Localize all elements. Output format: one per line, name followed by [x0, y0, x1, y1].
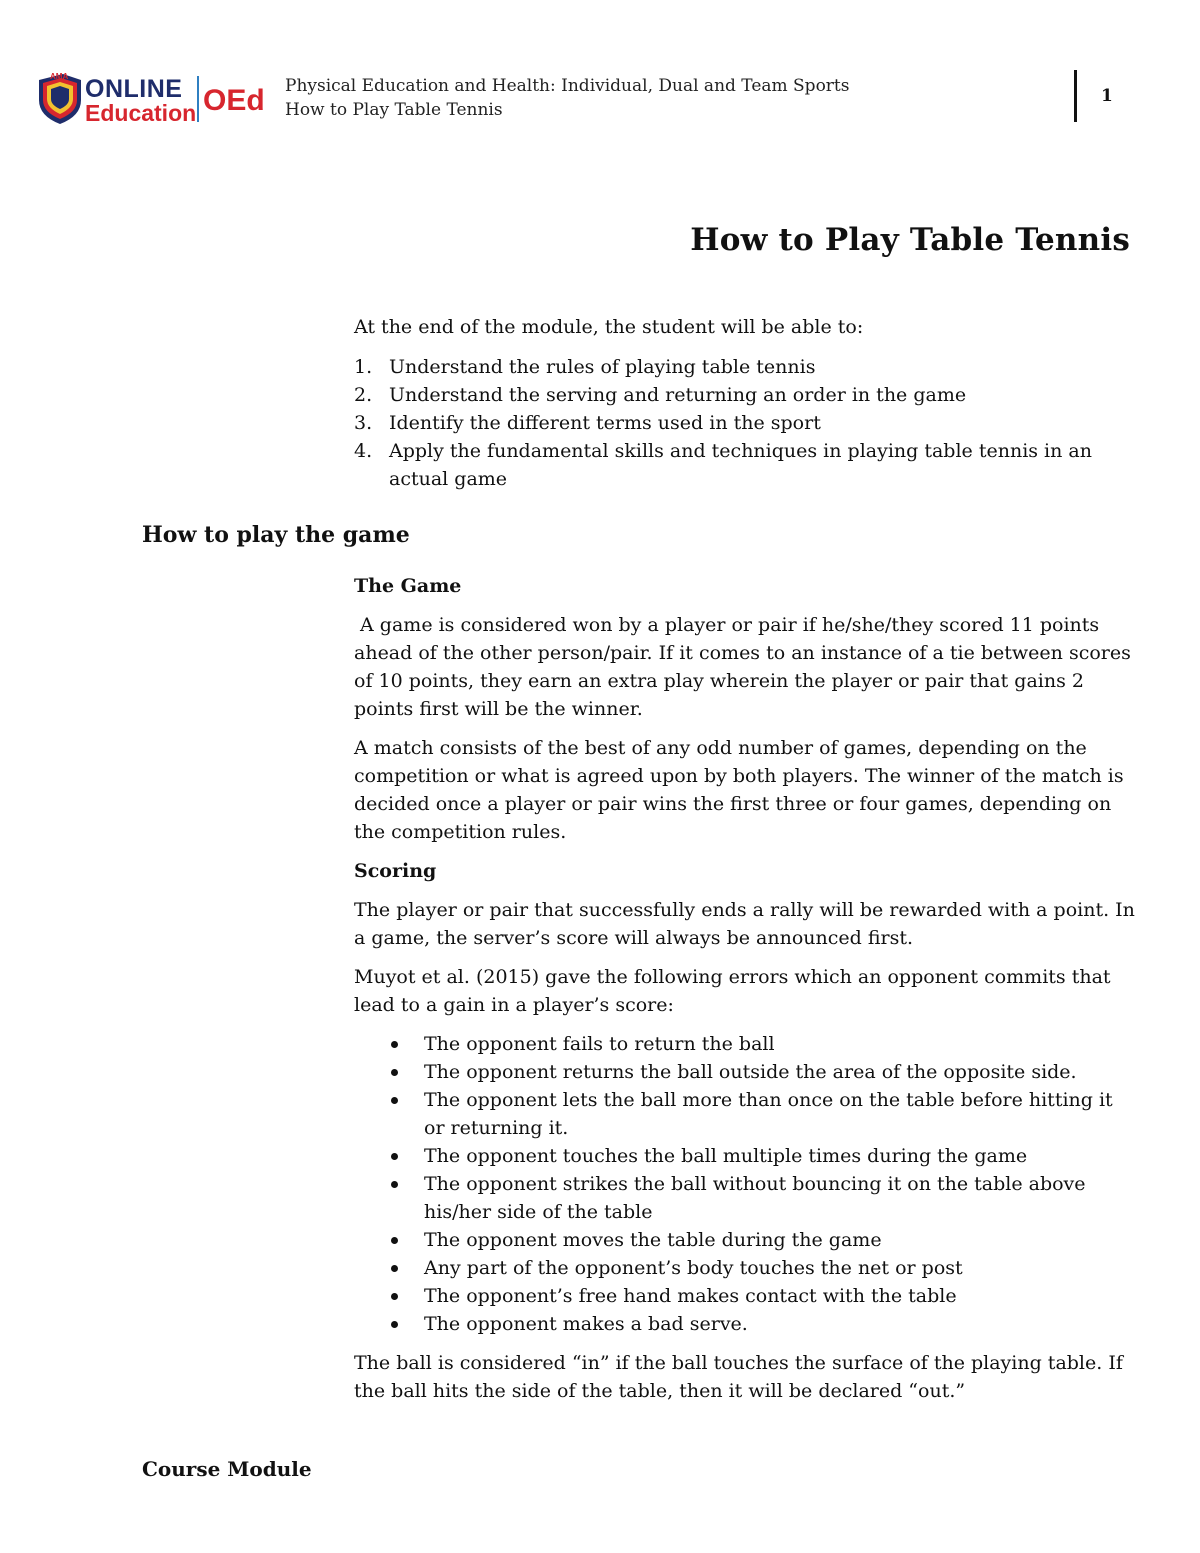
- bullet-icon: [391, 1237, 398, 1244]
- objective-number: 2.: [354, 384, 373, 406]
- error-text: The opponent strikes the ball without bouncing it on the table above his/her side of the table: [424, 1173, 1086, 1223]
- svg-text:AMA: AMA: [50, 72, 69, 81]
- objective-item: [354, 409, 1134, 437]
- error-text: The opponent touches the ball multiple times during the game: [424, 1145, 1028, 1167]
- header-module-title: How to Play Table Tennis: [285, 100, 503, 120]
- bullet-icon: [391, 1181, 398, 1188]
- objective-item: [354, 381, 1134, 409]
- objective-number: 3.: [354, 412, 373, 434]
- error-item: [354, 1142, 1139, 1170]
- svg-text:OEd: OEd: [203, 84, 265, 117]
- paragraph-in-out-rule: The ball is considered “in” if the ball touches the surface of the playing table. If the ball hits the side of the table, then it will be declared “out.”: [354, 1352, 1123, 1402]
- bullet-icon: [391, 1321, 398, 1328]
- error-text: The opponent moves the table during the game: [424, 1229, 882, 1251]
- paragraph-game-winning: A game is considered won by a player or pair if he/she/they scored 11 points ahead of the other person/pair. If it comes to an instance of a tie between scores of 10 points, they earn an extra play wherein the player or pair that gains 2 points first will be the winner.: [354, 614, 1137, 720]
- document-title: How to Play Table Tennis: [690, 222, 1130, 258]
- objective-text: Understand the serving and returning an order in the game: [389, 384, 967, 406]
- section-body: [354, 572, 1139, 1416]
- header-divider: [1074, 70, 1077, 122]
- bullet-icon: [391, 1265, 398, 1272]
- objective-text: Understand the rules of playing table tennis: [389, 356, 816, 378]
- header-course-info: [285, 74, 850, 122]
- bullet-icon: [391, 1097, 398, 1104]
- section-heading: How to play the game: [142, 522, 410, 548]
- error-text: The opponent makes a bad serve.: [424, 1313, 748, 1335]
- error-item: [354, 1058, 1139, 1086]
- objectives-list: [354, 353, 1134, 493]
- error-item: [354, 1254, 1139, 1282]
- objective-number: 1.: [354, 356, 373, 378]
- error-text: The opponent returns the ball outside the area of the opposite side.: [424, 1061, 1077, 1083]
- objective-text: Apply the fundamental skills and techniques in playing table tennis in an actual game: [389, 440, 1092, 490]
- paragraph-scoring-errors-intro: Muyot et al. (2015) gave the following errors which an opponent commits that lead to a gain in a player’s score:: [354, 966, 1111, 1016]
- error-text: The opponent lets the ball more than once on the table before hitting it or returning it.: [424, 1089, 1113, 1139]
- header-course-title: Physical Education and Health: Individual, Dual and Team Sports: [285, 76, 850, 96]
- svg-text:Education: Education: [85, 100, 197, 126]
- objective-item: [354, 437, 1134, 493]
- svg-text:ONLINE: ONLINE: [85, 75, 183, 103]
- error-item: [354, 1226, 1139, 1254]
- bullet-icon: [391, 1293, 398, 1300]
- bullet-icon: [391, 1041, 398, 1048]
- error-item: [354, 1030, 1139, 1058]
- error-item: [354, 1282, 1139, 1310]
- online-education-logo: [37, 70, 272, 126]
- page-number: 1: [1101, 86, 1113, 106]
- objective-item: [354, 353, 1134, 381]
- footer-course-module: Course Module: [142, 1457, 312, 1481]
- subheading-the-game: The Game: [354, 575, 462, 597]
- paragraph-match-rules: A match consists of the best of any odd number of games, depending on the competition or what is agreed upon by both players. The winner of the match is decided once a player or pair wins the first three or four games, depending on the competition rules.: [354, 737, 1124, 843]
- error-item: [354, 1086, 1139, 1142]
- bullet-icon: [391, 1069, 398, 1076]
- error-text: The opponent fails to return the ball: [424, 1033, 775, 1055]
- objective-number: 4.: [354, 440, 373, 462]
- bullet-icon: [391, 1153, 398, 1160]
- objective-text: Identify the different terms used in the sport: [389, 412, 821, 434]
- error-item: [354, 1170, 1139, 1226]
- subheading-scoring: Scoring: [354, 860, 437, 882]
- objectives-intro: At the end of the module, the student will be able to:: [354, 316, 864, 338]
- paragraph-scoring-rally: The player or pair that successfully ends a rally will be rewarded with a point. In a game, the server’s score will always be announced first.: [354, 899, 1135, 949]
- learning-objectives: [354, 313, 1134, 493]
- error-item: [354, 1310, 1139, 1338]
- error-text: Any part of the opponent’s body touches the net or post: [424, 1257, 963, 1279]
- error-text: The opponent’s free hand makes contact with the table: [424, 1285, 957, 1307]
- errors-list: [354, 1030, 1139, 1338]
